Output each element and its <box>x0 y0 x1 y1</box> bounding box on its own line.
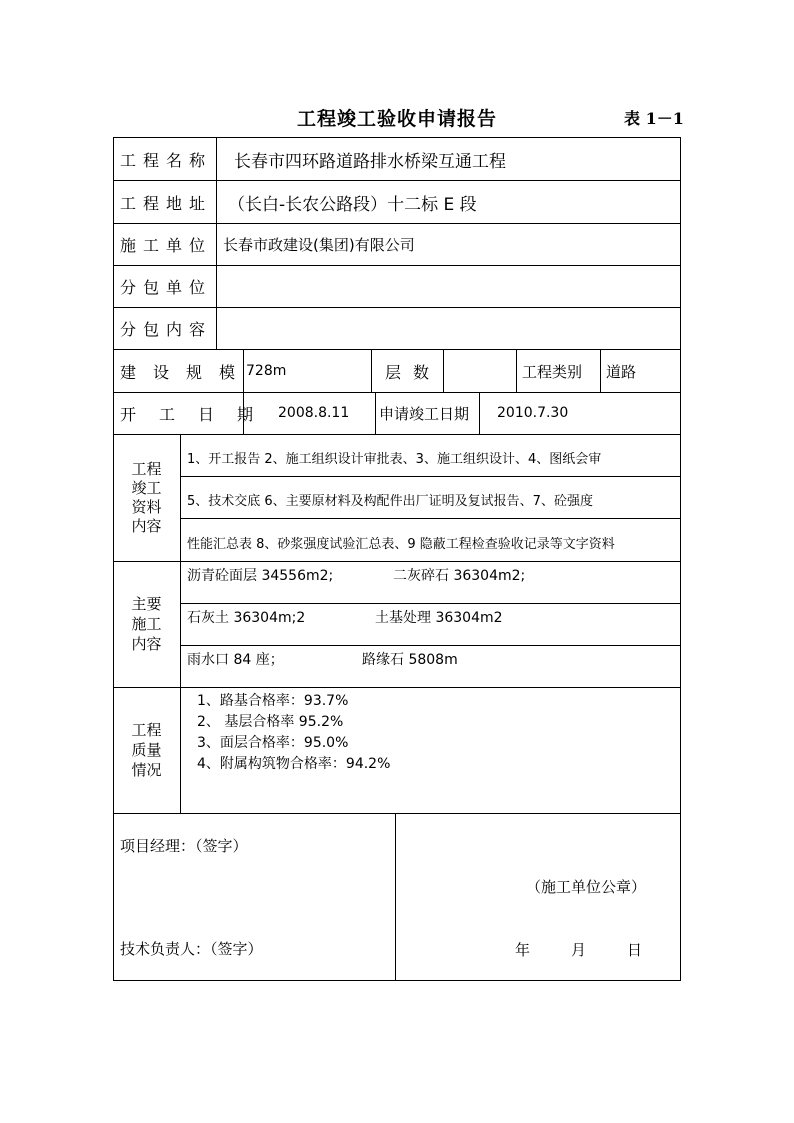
apply-date-value: 2010.7.30 <box>497 405 569 421</box>
report-title: 工程竣工验收申请报告 <box>296 108 497 130</box>
row-line <box>113 813 681 814</box>
company-seal: （施工单位公章） <box>526 878 647 896</box>
construction-unit-value: 长春市政建设(集团)有限公司 <box>223 236 415 254</box>
row-line <box>113 223 681 224</box>
completion-docs-line: 性能汇总表 8、砂浆强度试验汇总表、9 隐蔽工程检查验收记录等文字资料 <box>187 537 615 552</box>
col-line <box>216 137 217 349</box>
date-day: 日 <box>627 941 643 959</box>
col-line <box>516 349 517 392</box>
project-address-value: （长白-长农公路段）十二标 E 段 <box>228 195 477 215</box>
completion-docs-line: 1、开工报告 2、施工组织设计审批表、3、施工组织设计、4、图纸会审 <box>187 452 602 467</box>
col-line <box>375 392 376 434</box>
subcontract-content-label: 分包内容 <box>120 320 213 339</box>
quality-line: 1、路基合格率：93.7% <box>197 693 349 709</box>
project-type-label: 工程类别 <box>522 363 583 381</box>
project-address-label: 工程地址 <box>120 194 213 213</box>
completion-docs-line: 5、技术交底 6、主要原材料及构配件出厂证明及复试报告、7、砼强度 <box>187 494 593 509</box>
main-works-label-line: 施工 <box>131 615 162 633</box>
border-top <box>113 137 681 138</box>
main-works-label-line: 主要 <box>131 595 162 613</box>
start-date-value: 2008.8.11 <box>278 405 350 421</box>
completion-docs-label-line: 资料 <box>131 497 162 516</box>
col-line <box>371 349 372 392</box>
row-line <box>113 307 681 308</box>
project-name-label: 工程名称 <box>120 151 213 170</box>
application-form-table <box>113 137 681 981</box>
quality-label-line: 情况 <box>131 761 162 779</box>
project-name-value: 长春市四环路道路排水桥梁互通工程 <box>234 152 506 172</box>
main-work-item: 二灰碎石 36304m2; <box>393 568 526 584</box>
main-work-item: 土基处理 36304m2 <box>375 610 503 626</box>
main-works-label <box>113 561 180 687</box>
row-line <box>113 561 681 562</box>
quality-line: 2、 基层合格率 95.2% <box>197 714 344 730</box>
project-type-value: 道路 <box>606 363 637 381</box>
scale-label: 建设规模 <box>120 363 253 382</box>
quality-label-line: 质量 <box>131 741 162 759</box>
row-line <box>180 476 681 477</box>
table-number: 表 1－1 <box>624 109 684 128</box>
main-work-item: 石灰土 36304m;2 <box>187 610 306 626</box>
quality-label-line: 工程 <box>131 721 162 739</box>
col-line <box>395 813 396 980</box>
row-line <box>113 392 681 393</box>
row-line <box>113 265 681 266</box>
main-works-label-line: 内容 <box>131 635 162 653</box>
completion-docs-label <box>113 434 180 561</box>
scale-value: 728m <box>246 363 287 379</box>
border-right <box>680 137 681 981</box>
quality-line: 3、面层合格率：95.0% <box>197 735 349 751</box>
date-month: 月 <box>571 941 587 959</box>
col-line <box>600 349 601 392</box>
date-year: 年 <box>515 941 531 959</box>
col-line <box>479 392 480 434</box>
main-work-item: 路缘石 5808m <box>362 652 458 668</box>
start-date-label: 开工日期 <box>120 405 277 424</box>
project-manager-signature: 项目经理：（签字） <box>120 837 248 855</box>
technical-lead-signature: 技术负责人：（签字） <box>120 940 263 958</box>
border-bottom <box>113 980 681 981</box>
construction-unit-label: 施工单位 <box>120 236 213 255</box>
completion-docs-label-line: 工程 <box>131 459 162 478</box>
row-line <box>180 645 681 646</box>
completion-docs-label-line: 竣工 <box>131 478 162 497</box>
col-line <box>443 349 444 392</box>
col-line <box>180 434 181 813</box>
main-work-item: 沥青砼面层 34556m2; <box>187 568 334 584</box>
main-work-item: 雨水口 84 座； <box>187 652 284 668</box>
row-line <box>113 687 681 688</box>
row-line <box>180 518 681 519</box>
floors-label: 层数 <box>385 363 442 382</box>
quality-line: 4、附属构筑物合格率：94.2% <box>197 756 391 772</box>
subcontract-unit-label: 分包单位 <box>120 278 213 297</box>
row-line <box>180 603 681 604</box>
apply-date-label: 申请竣工日期 <box>379 405 470 423</box>
row-line <box>113 180 681 181</box>
completion-docs-label-line: 内容 <box>131 516 162 535</box>
quality-label <box>113 687 180 813</box>
row-line <box>113 349 681 350</box>
row-line <box>113 434 681 435</box>
